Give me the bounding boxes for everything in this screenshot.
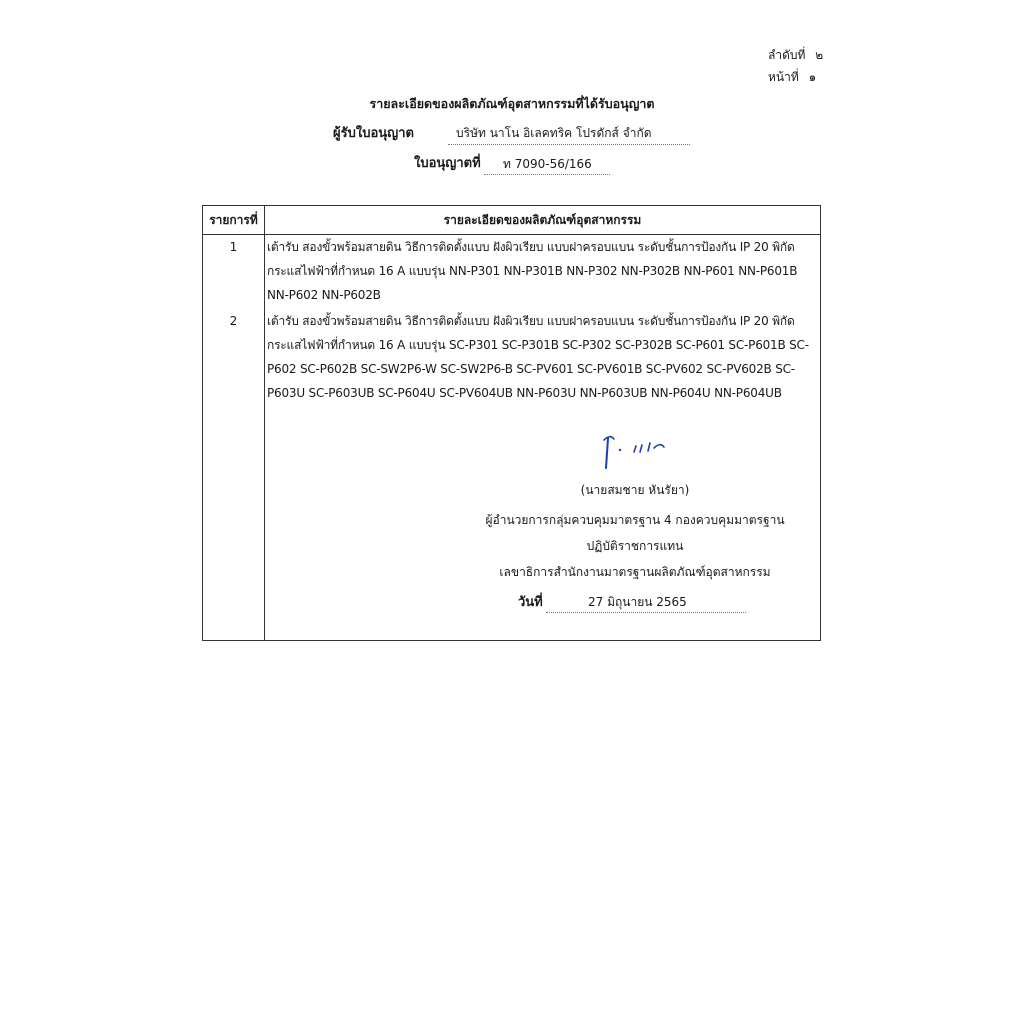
license-dotted-line: [484, 174, 610, 175]
date-label: วันที่: [518, 595, 543, 610]
page-number: [768, 68, 816, 87]
signature-mark: [598, 430, 678, 476]
date-dotted-line: [546, 612, 746, 613]
table-row-1-detail: เต้ารับ สองขั้วพร้อมสายดิน วิธีการติดตั้งแบบ ฝังผิวเรียบ แบบฝาครอบแบน ระดับชั้นการป้องกัน IP 20 พิกัดกระแสไฟฟ้าที่กำหนด 16 A แบบรุ่น NN-P301 NN-P301B NN-P302 NN-P302B NN-P601 NN-P601B NN-P602 NN-P602B: [267, 240, 798, 302]
page-label: หน้าที่: [768, 70, 799, 84]
table-row-1-no: 1: [229, 240, 238, 254]
page-value: ๑: [808, 70, 817, 84]
header-detail: รายละเอียดของผลิตภัณฑ์อุตสาหกรรม: [443, 213, 642, 227]
sequence-value: ๒: [815, 48, 824, 62]
date-value: 27 มิถุนายน 2565: [588, 595, 687, 609]
signatory-position-1: ผู้อำนวยการกลุ่มควบคุมมาตรฐาน 4 กองควบคุมมาตรฐาน: [485, 513, 785, 527]
table-row-2-detail: เต้ารับ สองขั้วพร้อมสายดิน วิธีการติดตั้งแบบ ฝังผิวเรียบ แบบฝาครอบแบน ระดับชั้นการป้องกัน IP 20 พิกัดกระแสไฟฟ้าที่กำหนด 16 A แบบรุ่น SC-P301 SC-P301B SC-P302 SC-P302B SC-P601 SC-P601B SC-P602 SC-P602B SC-SW2P6-W SC-SW2P6-B SC-PV601 SC-PV601B SC-PV602 SC-PV602B SC-P603U SC-P603UB SC-P604U SC-PV604UB NN-P603U NN-P603UB NN-P604U NN-P604UB: [267, 314, 809, 400]
licensee-value: บริษัท นาโน อิเลคทริค โปรดักส์ จำกัด: [456, 126, 652, 140]
license-value: ท 7090-56/166: [503, 157, 592, 171]
document-title: รายละเอียดของผลิตภัณฑ์อุตสาหกรรมที่ได้รับอนุญาต: [369, 96, 655, 111]
license-label: ใบอนุญาตที่: [414, 156, 481, 171]
sequence-number: [768, 46, 823, 65]
signatory-name: (นายสมชาย หันรัยา): [580, 483, 690, 497]
signatory-position-3: เลขาธิการสำนักงานมาตรฐานผลิตภัณฑ์อุตสาหกรรม: [499, 565, 771, 579]
sequence-label: ลำดับที่: [768, 48, 806, 62]
column-divider: [264, 206, 265, 640]
licensee-label: ผู้รับใบอนุญาต: [333, 126, 414, 141]
table-header-row: [203, 206, 820, 235]
signatory-position-2: ปฏิบัติราชการแทน: [586, 539, 684, 553]
licensee-dotted-line: [448, 144, 690, 145]
table-row-2-no: 2: [229, 314, 238, 328]
header-item-no: รายการที่: [209, 213, 258, 227]
